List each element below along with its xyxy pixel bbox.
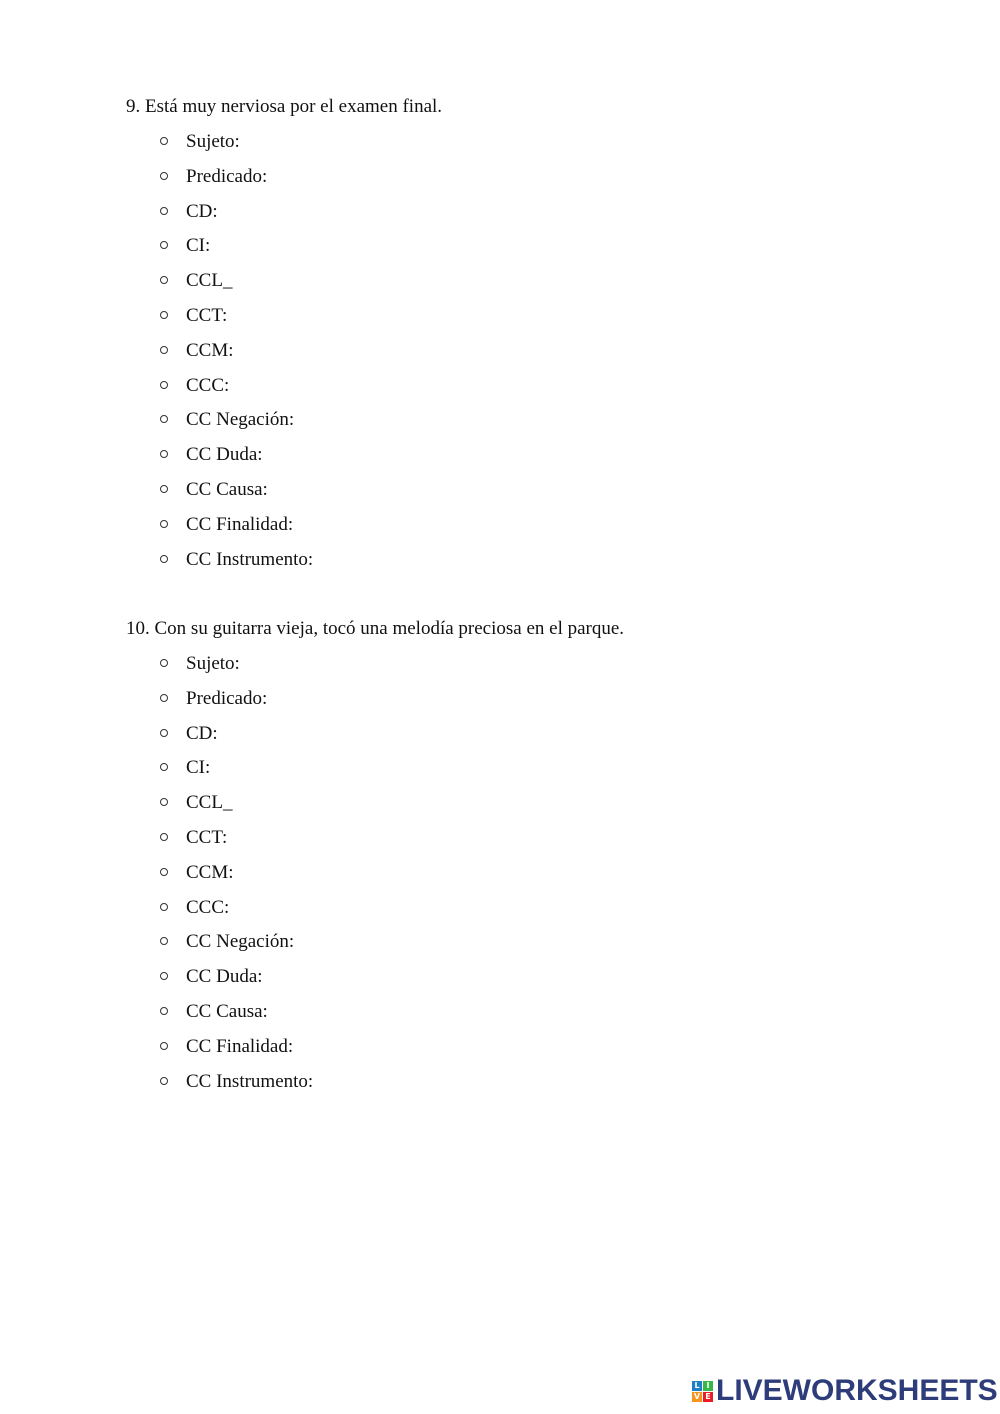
item-label: CCC: [186,896,230,918]
item-label: Sujeto: [186,131,240,152]
circle-bullet-icon [160,241,168,249]
item-label: Sujeto: [186,653,240,674]
list-item [126,200,926,235]
list-item [126,965,926,1000]
question-10 [126,617,926,1104]
item-label: CC Negación: [186,409,295,431]
circle-bullet-icon [160,485,168,493]
circle-bullet-icon [160,346,168,354]
item-label: CCT: [186,304,228,326]
circle-bullet-icon [160,172,168,180]
list-item [126,165,926,200]
list-item [126,408,926,443]
item-label: CC Causa: [186,1000,268,1022]
list-item [126,722,926,757]
circle-bullet-icon [160,763,168,771]
circle-bullet-icon [160,1007,168,1015]
list-item [126,478,926,513]
list-item [126,826,926,861]
circle-bullet-icon [160,833,168,841]
item-label: Predicado: [186,165,268,187]
item-label: CCL_ [186,270,233,292]
circle-bullet-icon [160,729,168,737]
list-item [126,1035,926,1070]
circle-bullet-icon [160,659,168,667]
list-item [126,513,926,548]
list-item [126,756,926,791]
circle-bullet-icon [160,555,168,563]
item-label: CI: [186,235,211,257]
question-9 [126,95,926,582]
list-item [126,896,926,931]
item-label: CCL_ [186,792,233,814]
list-item [126,1000,926,1035]
circle-bullet-icon [160,520,168,528]
circle-bullet-icon [160,694,168,702]
list-item [126,791,926,826]
circle-bullet-icon [160,415,168,423]
item-label: CC Instrumento: [186,548,314,570]
item-label: CC Finalidad: [186,513,294,535]
logo-mark-tile: I [703,1381,713,1391]
logo-mark-tile: E [703,1392,713,1402]
item-label: CC Finalidad: [186,1035,294,1057]
answer-list [126,130,926,582]
item-label: CCM: [186,861,234,883]
circle-bullet-icon [160,1042,168,1050]
circle-bullet-icon [160,450,168,458]
circle-bullet-icon [160,972,168,980]
item-label: CD: [186,200,218,222]
question-title: 9. Está muy nerviosa por el examen final. [126,96,443,117]
item-label: Predicado: [186,687,268,709]
list-item [126,1070,926,1105]
item-label: CC Instrumento: [186,1070,314,1092]
item-label: CC Duda: [186,966,263,988]
liveworksheets-logo [692,1374,998,1408]
list-item [126,687,926,722]
list-item [126,652,926,687]
circle-bullet-icon [160,207,168,215]
list-item [126,304,926,339]
circle-bullet-icon [160,137,168,145]
list-item [126,130,926,165]
logo-text: LIVEWORKSHEETS [716,1374,998,1407]
item-label: CC Duda: [186,444,263,466]
list-item [126,374,926,409]
item-label: CCT: [186,826,228,848]
item-label: CC Causa: [186,478,268,500]
list-item [126,339,926,374]
item-label: CI: [186,757,211,779]
logo-mark-tile: L [692,1381,702,1391]
circle-bullet-icon [160,1077,168,1085]
circle-bullet-icon [160,903,168,911]
list-item [126,443,926,478]
item-label: CD: [186,722,218,744]
liveworksheets-logo-icon [692,1381,713,1402]
item-label: CCM: [186,339,234,361]
circle-bullet-icon [160,276,168,284]
circle-bullet-icon [160,937,168,945]
answer-list [126,652,926,1104]
list-item [126,234,926,269]
circle-bullet-icon [160,868,168,876]
item-label: CCC: [186,374,230,396]
list-item [126,548,926,583]
logo-mark-tile: V [693,1391,701,1401]
circle-bullet-icon [160,798,168,806]
item-label: CC Negación: [186,931,295,953]
question-title: 10. Con su guitarra vieja, tocó una melodía preciosa en el parque. [126,618,625,639]
list-item [126,930,926,965]
circle-bullet-icon [160,381,168,389]
list-item [126,269,926,304]
list-item [126,861,926,896]
circle-bullet-icon [160,311,168,319]
